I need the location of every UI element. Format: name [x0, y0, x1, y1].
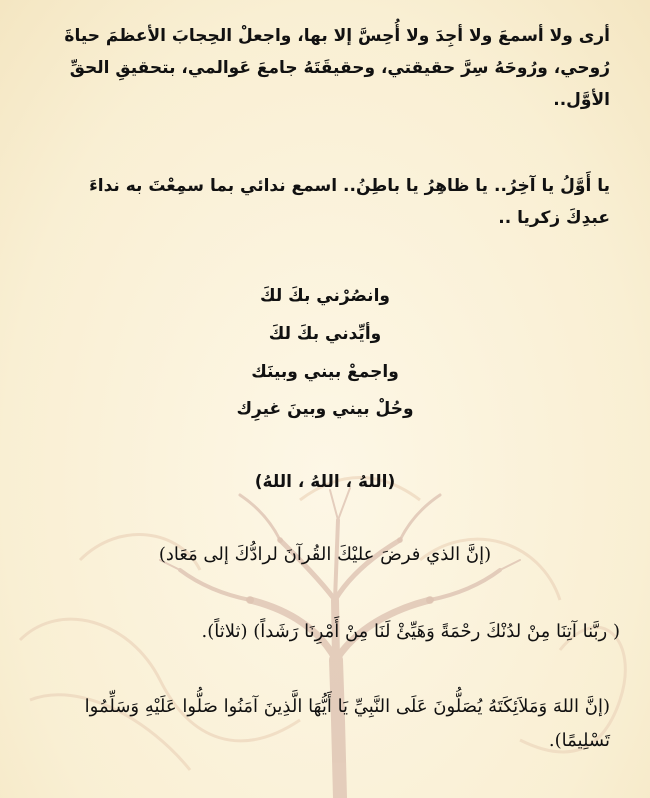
paragraph-3: ( ربَّنا آتِنَا مِنْ لدُنْكَ رحْمَةً وَهَيِّئْ لَنَا مِنْ أَمْرِنَا رَشَداً) (ثلاثاً). [201, 621, 620, 642]
verse-line-3: واجمعْ بيني وبينَك [251, 362, 399, 382]
centered-line-2: (إنَّ الذي فرضَ عليْكَ القُرآنَ لرادُّكَ إلى مَعَاد) [158, 544, 492, 565]
centered-line-1: (اللهُ ، اللهُ ، اللهُ) [254, 472, 396, 492]
verse-line-4: وحُلْ بيني وبينَ غيرِك [236, 399, 414, 419]
paragraph-1: أرى ولا أسمعَ ولا أجِدَ ولا أُحِسَّ إلا بها، واجعلْ الحِجابَ الأعظمَ حياةَ رُوحي، ورُوحَهُ سِرَّ حقيقتي، وحقيقَتَهُ جامعَ عَوالمي، بتحقيقِ الحقِّ الأوَّل.. [64, 26, 610, 110]
paragraph-4: (إنَّ اللهَ وَمَلاَئِكَتَهُ يُصَلُّونَ عَلَى النَّبِيِّ يَا أَيُّهَا الَّذِينَ آمَنُوا صَلُّوا عَلَيْهِ وَسَلِّمُوا تَسْلِيمًا). [84, 696, 610, 751]
paragraph-2: يا أَوَّلُ يا آخِرُ.. يا ظاهِرُ يا باطِنُ.. اسمع ندائي بما سمِعْتَ به نداءَ عبدِكَ زكريا .. [89, 176, 610, 228]
verse-line-2: وأيِّدني بكَ لكَ [268, 324, 382, 344]
verse-line-1: وانصُرْني بكَ لكَ [260, 286, 390, 306]
